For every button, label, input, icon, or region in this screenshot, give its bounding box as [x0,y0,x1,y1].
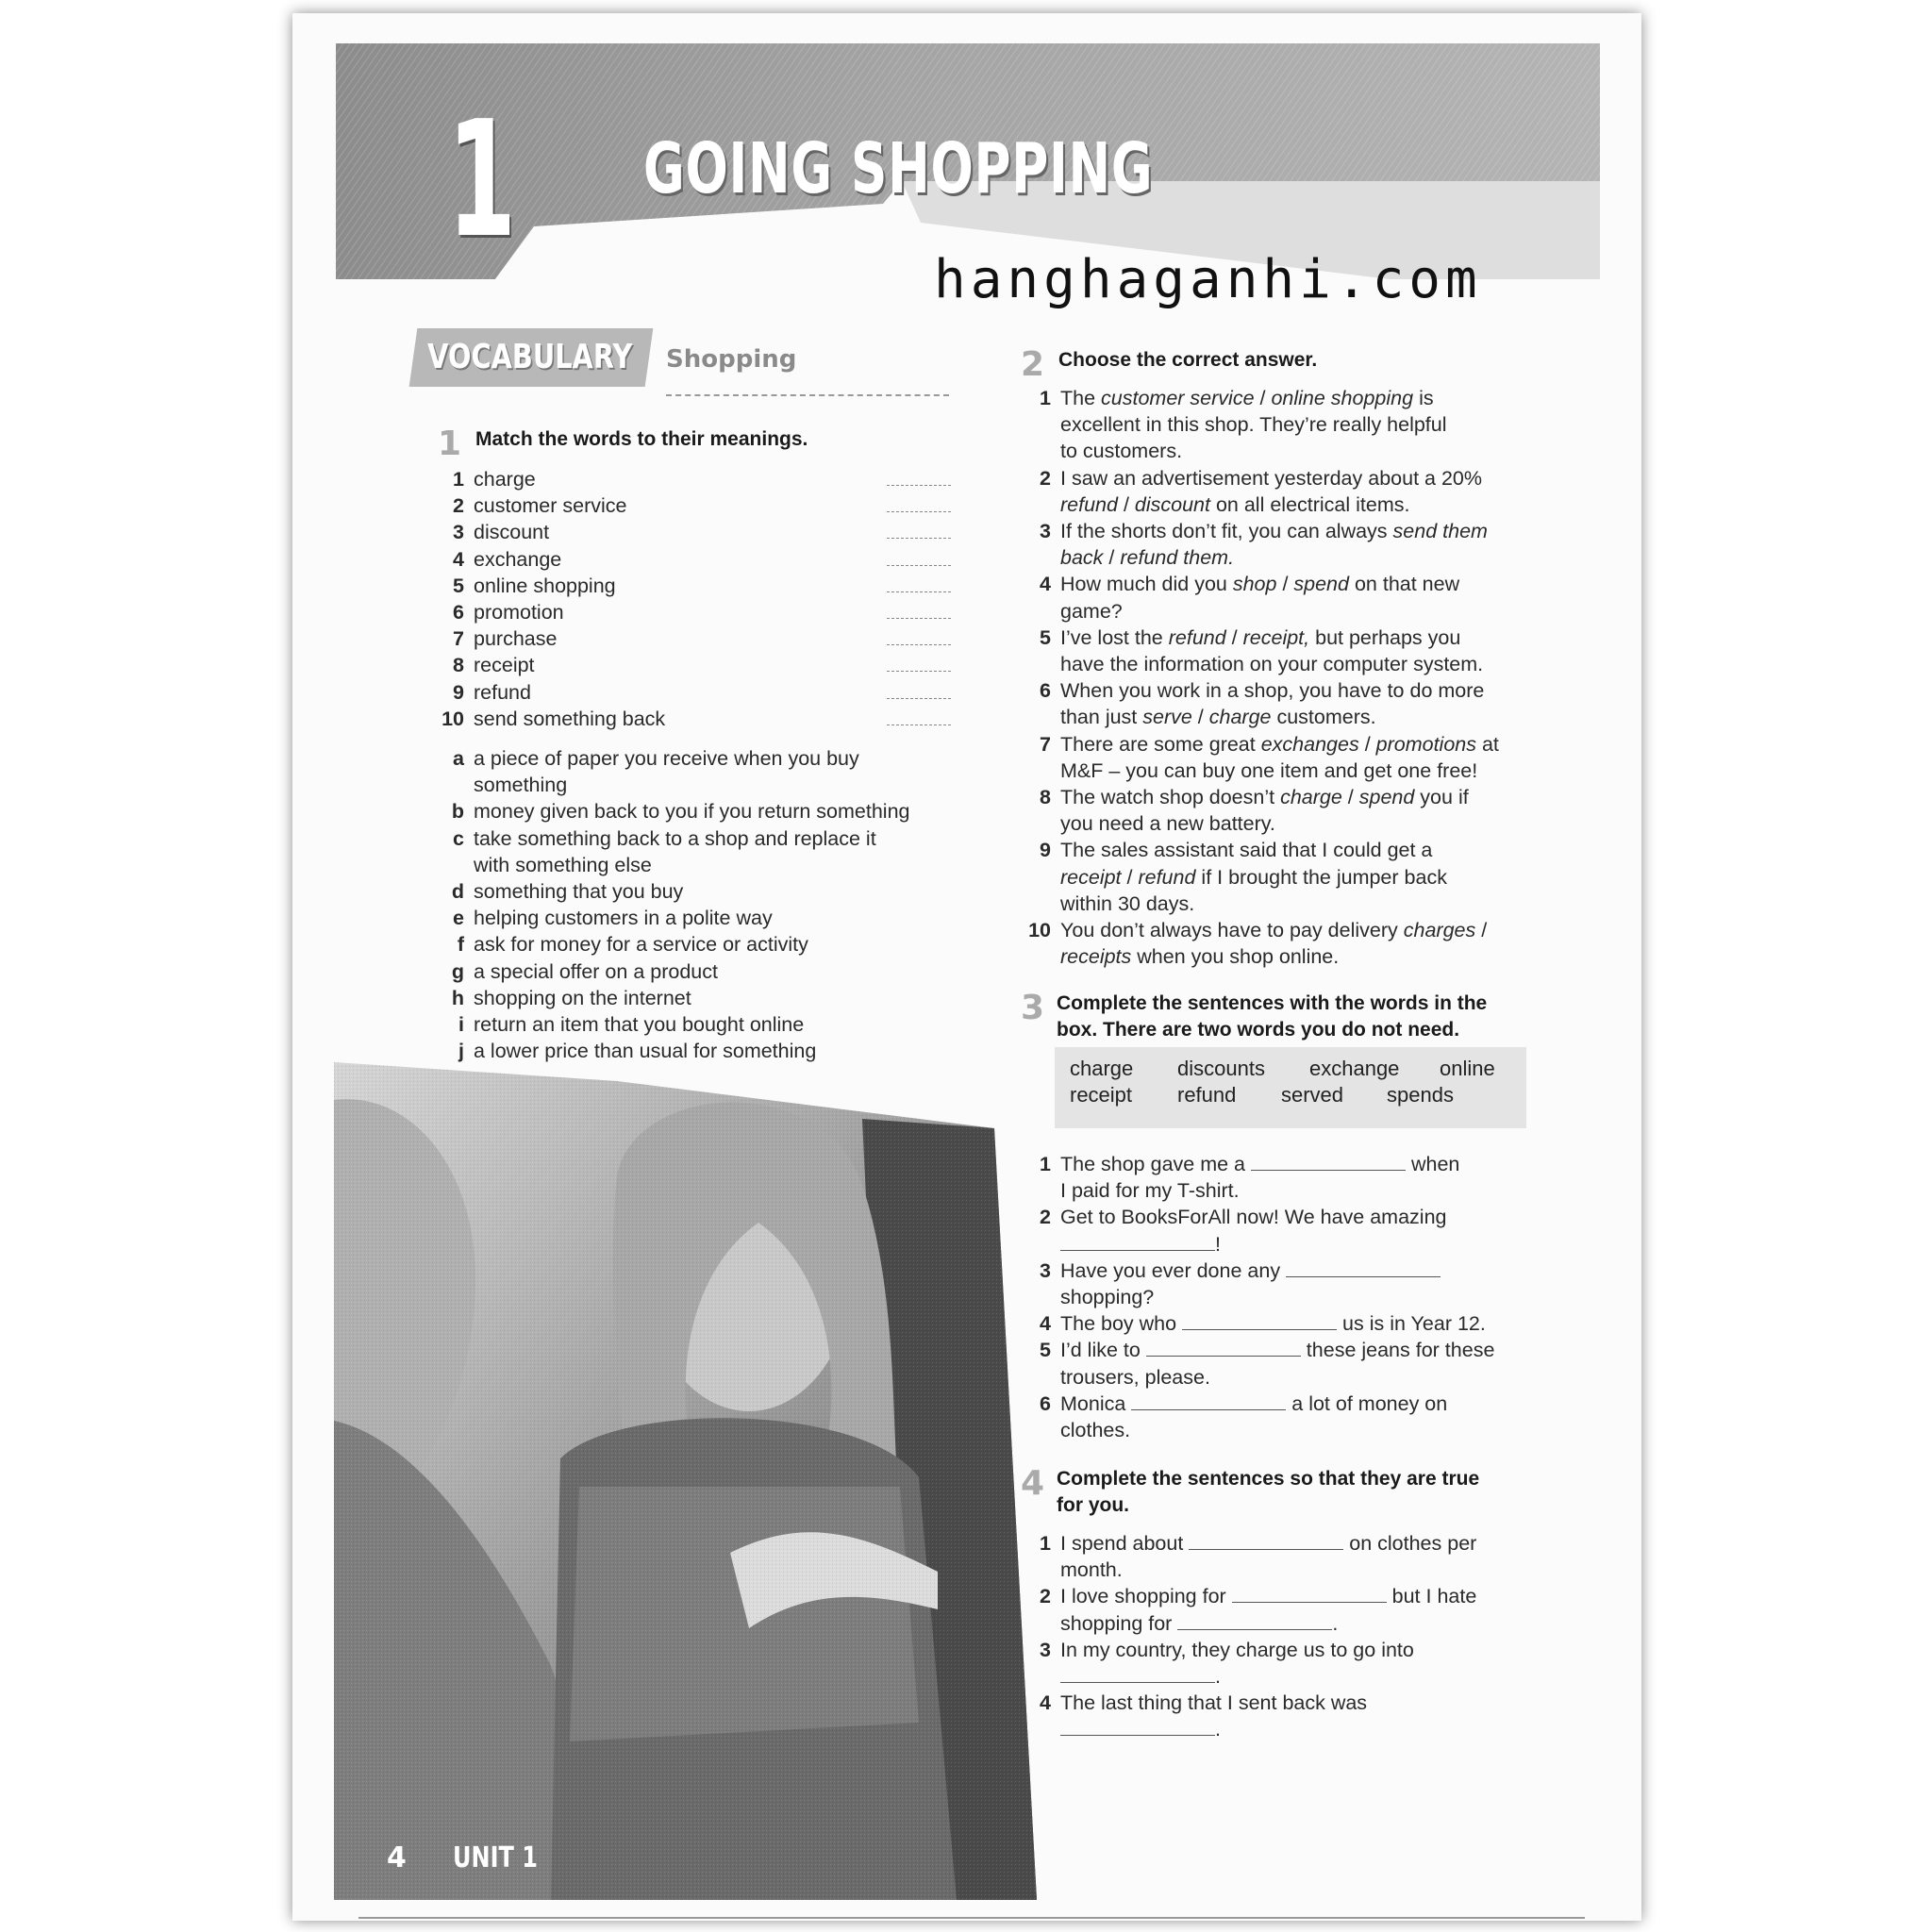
item-letter: g [451,959,464,983]
question-item [1019,465,1547,518]
item-text: The customer service / online shopping is excellent in this shop. They’re really helpful to customers. [1060,387,1447,463]
question-item [1019,837,1547,917]
answer-blank [887,538,951,539]
item-text: I’d like to these jeans for these trousers, please. [1060,1339,1495,1389]
exercise-1-instruction: Match the words to their meanings. [475,428,808,450]
vocabulary-label: VOCABULARY [427,338,633,376]
meaning-text: a lower price than usual for something [474,1040,817,1063]
question-item [1019,917,1547,970]
item-number: 4 [453,547,464,571]
item-number: 1 [1040,1532,1051,1555]
exercise-4-number: 4 [1021,1464,1045,1503]
answer-gap [1177,1612,1332,1630]
meaning-text: take something back to a shop and replace it with something else [474,826,876,876]
exercise-2-number: 2 [1021,345,1045,384]
answer-blank [887,724,951,725]
word-item [432,706,951,732]
exercise-1-number: 1 [438,425,462,463]
answer-blank [887,485,951,486]
meaning-item [432,985,960,1011]
question-item [1019,518,1547,571]
unit-number: 1 [447,87,517,274]
item-number: 9 [453,680,464,704]
item-number: 2 [1040,466,1051,490]
meaning-text: helping customers in a polite way [474,907,773,930]
item-text: Get to BooksForAll now! We have amazing ! [1060,1206,1447,1256]
item-letter: e [453,907,464,930]
item-text: Monica a lot of money on clothes. [1060,1391,1448,1442]
word-text: customer service [474,494,627,518]
word-box-item: spends [1387,1083,1454,1107]
answer-gap [1060,1665,1215,1683]
item-number: 6 [453,601,464,625]
item-letter: j [458,1040,464,1063]
word-item [432,519,951,545]
question-item [1019,731,1547,784]
answer-blank [887,671,951,672]
exercise-3-instruction: Complete the sentences with the words in the box. There are two words you do not need. [1057,992,1488,1041]
item-text: There are some great exchanges / promotions at M&F – you can buy one item and get one free! [1060,732,1499,782]
meaning-item [432,745,960,798]
answer-gap [1251,1153,1406,1171]
item-number: 10 [441,707,464,730]
item-text: The shop gave me a when I paid for my T-shirt. [1060,1153,1460,1203]
item-number: 8 [1040,786,1051,809]
answer-blank [887,618,951,619]
word-text: refund [474,680,531,704]
item-number: 6 [1040,679,1051,703]
word-box-item: charge [1070,1057,1134,1080]
item-number: 10 [1028,919,1051,942]
item-letter: b [451,800,464,824]
sentence-item [1019,1690,1547,1742]
item-text: In my country, they charge us to go into . [1060,1638,1414,1689]
item-number: 4 [1040,1312,1051,1336]
item-text: How much did you shop / spend on that new game? [1060,573,1460,623]
sentence-item [1019,1337,1547,1390]
item-number: 3 [1040,1638,1051,1661]
meaning-item [432,1011,960,1038]
meaning-text: return an item that you bought online [474,1013,805,1037]
meaning-item [432,1038,960,1064]
word-text: exchange [474,547,562,571]
item-text: Have you ever done any shopping? [1019,1257,1547,1310]
word-text: receipt [474,654,535,677]
meaning-text: a special offer on a product [474,959,718,983]
item-number: 5 [1040,625,1051,649]
meaning-item [432,825,960,878]
word-item [432,546,951,573]
meaning-item [432,905,960,931]
item-number: 1 [1040,1153,1051,1175]
answer-gap [1060,1718,1215,1736]
word-box [1055,1047,1526,1128]
item-number: 3 [1040,520,1051,543]
exercise-1-meaning-list [432,745,960,1064]
item-number: 9 [1040,839,1051,862]
sentence-item [1019,1151,1547,1204]
item-text: The boy who us is in Year 12. [1060,1312,1486,1336]
word-item [432,573,951,599]
shopping-photo [334,1062,1051,1905]
item-number: 5 [1040,1339,1051,1362]
item-number: 2 [453,494,464,518]
meaning-text: ask for money for a service or activity [474,933,808,957]
unit-label: UNIT 1 [453,1841,538,1874]
item-number: 2 [1040,1206,1051,1229]
word-box-item: refund [1177,1083,1237,1107]
exercise-4-list [1019,1530,1547,1743]
page-number: 4 [387,1841,407,1874]
item-text: If the shorts don’t fit, you can always send them back / refund them. [1060,520,1488,570]
item-number: 8 [453,654,464,677]
word-item [432,652,951,678]
item-number: 7 [453,627,464,651]
meaning-item [432,878,960,905]
divider [666,394,949,396]
word-text: purchase [474,627,558,651]
answer-blank [887,591,951,592]
item-text: You don’t always have to pay delivery charges / receipts when you shop online. [1060,919,1488,969]
sentence-item [1019,1257,1547,1310]
item-number: 5 [453,574,464,597]
sentence-item [1019,1530,1547,1583]
item-text: The last thing that I sent back was . [1060,1691,1368,1741]
item-number: 3 [1040,1258,1051,1282]
exercise-2-instruction: Choose the correct answer. [1058,349,1318,371]
answer-gap [1232,1585,1387,1603]
item-text: I spend about on clothes per month. [1060,1532,1477,1582]
meaning-item [432,798,960,824]
answer-gap [1131,1392,1286,1410]
word-text: discount [474,521,550,544]
sentence-item [1019,1391,1547,1443]
item-text: I saw an advertisement yesterday about a 20% refund / discount on all electrical items. [1060,466,1482,516]
item-number: 7 [1040,732,1051,756]
item-number: 3 [453,521,464,544]
word-box-item: served [1281,1083,1344,1107]
sentence-item [1019,1310,1547,1337]
answer-blank [887,644,951,645]
exercise-4-instruction: Complete the sentences so that they are true for you. [1057,1468,1480,1516]
item-text: The sales assistant said that I could get a receipt / refund if I brought the jumper back within 30 days. [1060,839,1447,915]
meaning-item [432,958,960,985]
item-letter: f [457,933,464,957]
unit-title: GOING SHOPPING [643,128,1154,209]
meaning-text: money given back to you if you return something [474,800,910,824]
meaning-text: a piece of paper you receive when you buy something [474,747,859,797]
vocabulary-tag [409,328,654,387]
item-letter: c [453,826,464,850]
item-number: 6 [1040,1391,1051,1415]
bottom-divider [358,1917,1585,1919]
unit-banner [336,43,1600,279]
vocabulary-subtitle: Shopping [666,345,797,374]
question-item [1019,625,1547,677]
word-text: online shopping [474,574,616,597]
word-box-item: online [1440,1057,1495,1080]
exercise-1-word-list [432,466,951,732]
answer-blank [887,698,951,699]
item-text: I love shopping for but I hate shopping for . [1060,1585,1477,1635]
word-box-item: receipt [1070,1083,1133,1107]
word-item [432,679,951,706]
item-letter: h [451,986,464,1009]
answer-blank [887,511,951,512]
exercise-3-number: 3 [1021,989,1045,1027]
answer-gap [1060,1233,1215,1251]
word-item [432,466,951,492]
answer-gap [1182,1312,1337,1330]
watermark-text: hanghaganhi.com [934,249,1482,310]
word-item [432,492,951,519]
word-text: charge [474,468,536,491]
word-box-item: exchange [1309,1057,1400,1080]
word-text: send something back [474,707,666,730]
question-item [1019,571,1547,624]
sentence-item [1019,1583,1547,1636]
word-item [432,625,951,652]
item-number: 4 [1040,1691,1051,1715]
exercise-2-list [1019,385,1547,970]
answer-gap [1286,1259,1441,1277]
word-item [432,599,951,625]
answer-gap [1189,1532,1343,1550]
item-number: 4 [1040,573,1051,596]
item-letter: d [451,880,464,904]
sentence-item [1019,1204,1547,1257]
word-text: promotion [474,601,564,625]
meaning-text: something that you buy [474,880,684,904]
item-text: The watch shop doesn’t charge / spend you if you need a new battery. [1060,786,1469,836]
item-text: I’ve lost the refund / receipt, but perhaps you have the information on your computer system. [1060,625,1484,676]
question-item [1019,784,1547,837]
word-box-item: discounts [1177,1057,1265,1080]
question-item [1019,677,1547,730]
item-number: 2 [1040,1585,1051,1608]
meaning-text: shopping on the internet [474,986,691,1009]
item-text: When you work in a shop, you have to do more than just serve / charge customers. [1060,679,1485,729]
item-number: 1 [453,468,464,491]
item-letter: i [458,1013,464,1037]
item-number: 1 [1040,387,1051,409]
answer-gap [1146,1339,1301,1357]
sentence-item [1019,1637,1547,1690]
meaning-item [432,931,960,958]
item-letter: a [453,747,464,770]
question-item [1019,385,1547,465]
exercise-3-list [1019,1151,1547,1443]
workbook-page [292,13,1641,1921]
answer-blank [887,565,951,566]
